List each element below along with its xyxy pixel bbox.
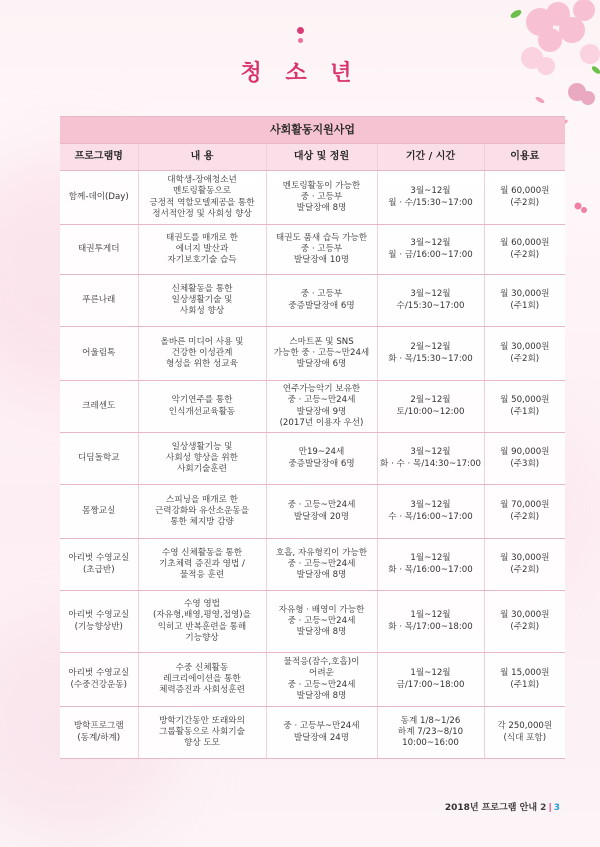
- cell-name: 방학프로그램 (동계/하계): [60, 707, 138, 759]
- table-row: [60, 327, 565, 381]
- cell-name: 크레센도: [60, 381, 138, 433]
- cell-content: 수중 신체활동 레크리에이션을 통한 체력증진과 사회성훈련: [138, 653, 266, 707]
- table-row: [60, 275, 565, 327]
- cell-target: 물적응(잠수,호흡)이 어려운 중 · 고등~만24세 발달장애 8명: [266, 653, 377, 707]
- cell-target: 멘토링활동이 가능한 중 · 고등부 발달장애 8명: [266, 171, 377, 225]
- table-row: [60, 171, 565, 225]
- table-body: [60, 171, 565, 759]
- header-row: [60, 144, 565, 171]
- cell-content: 수영 영법 (자유형,배영,평영,접영)을 익히고 반복훈련을 통해 기능향상: [138, 591, 266, 653]
- title-dots: [294, 27, 306, 47]
- table-row: [60, 433, 565, 485]
- column-header: 기간 / 시간: [377, 144, 484, 171]
- cell-fee: 월 15,000원 (주1회): [484, 653, 565, 707]
- cell-content: 방학기간동안 또래와의 그룹활동으로 사회기술 향상 도모: [138, 707, 266, 759]
- table-row: [60, 539, 565, 591]
- cell-target: 스마트폰 및 SNS 가능한 중 · 고등~만24세 발달장애 6명: [266, 327, 377, 381]
- dot: [297, 27, 304, 34]
- cell-name: 어울림톡: [60, 327, 138, 381]
- column-header: 프로그램명: [60, 144, 138, 171]
- cell-name: 아리벗 수영교실 (기능향상반): [60, 591, 138, 653]
- table-row: [60, 381, 565, 433]
- cell-name: 아리벗 수영교실 (초급반): [60, 539, 138, 591]
- dot: [298, 38, 303, 43]
- cell-target: 만19~24세 중증발달장애 6명: [266, 433, 377, 485]
- table-row: [60, 485, 565, 539]
- program-table: [60, 116, 565, 759]
- column-header: 대상 및 정원: [266, 144, 377, 171]
- column-header: 내 용: [138, 144, 266, 171]
- cell-name: 푸른나래: [60, 275, 138, 327]
- page-separator: |: [548, 803, 552, 813]
- cell-period: 3월~12월 월 · 금/16:00~17:00: [377, 225, 484, 275]
- cell-target: 호흡, 자유형킥이 가능한 중 · 고등~만24세 발달장애 8명: [266, 539, 377, 591]
- cell-period: 3월~12월 월 · 수/15:30~17:00: [377, 171, 484, 225]
- cell-name: 함께-데이(Day): [60, 171, 138, 225]
- cell-period: 1월~12월 화 · 목/16:00~17:00: [377, 539, 484, 591]
- table-row: [60, 225, 565, 275]
- table-caption: 사회활동지원사업: [60, 117, 565, 144]
- table-row: [60, 591, 565, 653]
- page-number-right: 3: [553, 803, 560, 813]
- cell-target: 중 · 고등부~만24세 발달장애 24명: [266, 707, 377, 759]
- cell-fee: 월 30,000원 (주2회): [484, 539, 565, 591]
- cell-content: 스피닝을 매개로 한 근력강화와 유산소운동을 통한 체지방 감량: [138, 485, 266, 539]
- cell-content: 신체활동을 통한 일상생활기술 및 사회성 향상: [138, 275, 266, 327]
- table-row: [60, 653, 565, 707]
- cell-target: 자유형 · 배영이 가능한 중 · 고등~만24세 발달장애 8명: [266, 591, 377, 653]
- cell-fee: 각 250,000원 (식대 포함): [484, 707, 565, 759]
- column-header: 이용료: [484, 144, 565, 171]
- cell-period: 1월~12월 화 · 목/17:00~18:00: [377, 591, 484, 653]
- cell-fee: 월 50,000원 (주1회): [484, 381, 565, 433]
- cell-fee: 월 30,000원 (주2회): [484, 327, 565, 381]
- cell-content: 악기연주를 통한 인식개선교육활동: [138, 381, 266, 433]
- cell-period: 2월~12월 토/10:00~12:00: [377, 381, 484, 433]
- cell-name: 몸짱교실: [60, 485, 138, 539]
- cell-fee: 월 30,000원 (주2회): [484, 591, 565, 653]
- cell-name: 아리벗 수영교실 (수중건강운동): [60, 653, 138, 707]
- cell-content: 일상생활기능 및 사회성 향상을 위한 사회기술훈련: [138, 433, 266, 485]
- cell-target: 중 · 고등~만24세 발달장애 20명: [266, 485, 377, 539]
- cell-target: 태권도 품새 습득 가능한 중 · 고등부 발달장애 10명: [266, 225, 377, 275]
- cell-fee: 월 60,000원 (주2회): [484, 225, 565, 275]
- table-row: [60, 707, 565, 759]
- cell-name: 태권투게더: [60, 225, 138, 275]
- cell-content: 수영 신체활동을 통한 기초체력 증진과 영법 / 물적응 훈련: [138, 539, 266, 591]
- cell-fee: 월 30,000원 (주1회): [484, 275, 565, 327]
- cell-fee: 월 90,000원 (주3회): [484, 433, 565, 485]
- cell-period: 동계 1/8~1/26 하계 7/23~8/10 10:00~16:00: [377, 707, 484, 759]
- cell-period: 3월~12월 수 · 목/16:00~17:00: [377, 485, 484, 539]
- cell-fee: 월 70,000원 (주2회): [484, 485, 565, 539]
- cell-content: 올바른 미디어 사용 및 건강한 이성관계 형성을 위한 성교육: [138, 327, 266, 381]
- page-number-left: 2: [540, 803, 547, 813]
- cell-content: 대학생-장애청소년 멘토링활동으로 긍정적 역할모델제공을 통한 정서적안정 및 사회성 향상: [138, 171, 266, 225]
- footer-text: 2018년 프로그램 안내: [444, 803, 538, 813]
- cell-period: 3월~12월 화 · 수 · 목/14:30~17:00: [377, 433, 484, 485]
- cell-fee: 월 60,000원 (주2회): [484, 171, 565, 225]
- cell-target: 연주가능악기 보유한 중 · 고등~만24세 발달장애 9명 (2017년 이용자 우선): [266, 381, 377, 433]
- cell-target: 중 · 고등부 중증발달장애 6명: [266, 275, 377, 327]
- cell-period: 1월~12월 금/17:00~18:00: [377, 653, 484, 707]
- page-title: 청 소 년: [240, 61, 360, 86]
- page-footer: [445, 800, 560, 813]
- cell-content: 태권도를 매개로 한 에너지 발산과 자기보호기술 습득: [138, 225, 266, 275]
- cell-name: 디딤돌학교: [60, 433, 138, 485]
- cell-period: 3월~12월 수/15:30~17:00: [377, 275, 484, 327]
- cell-period: 2월~12월 화 · 목/15:30~17:00: [377, 327, 484, 381]
